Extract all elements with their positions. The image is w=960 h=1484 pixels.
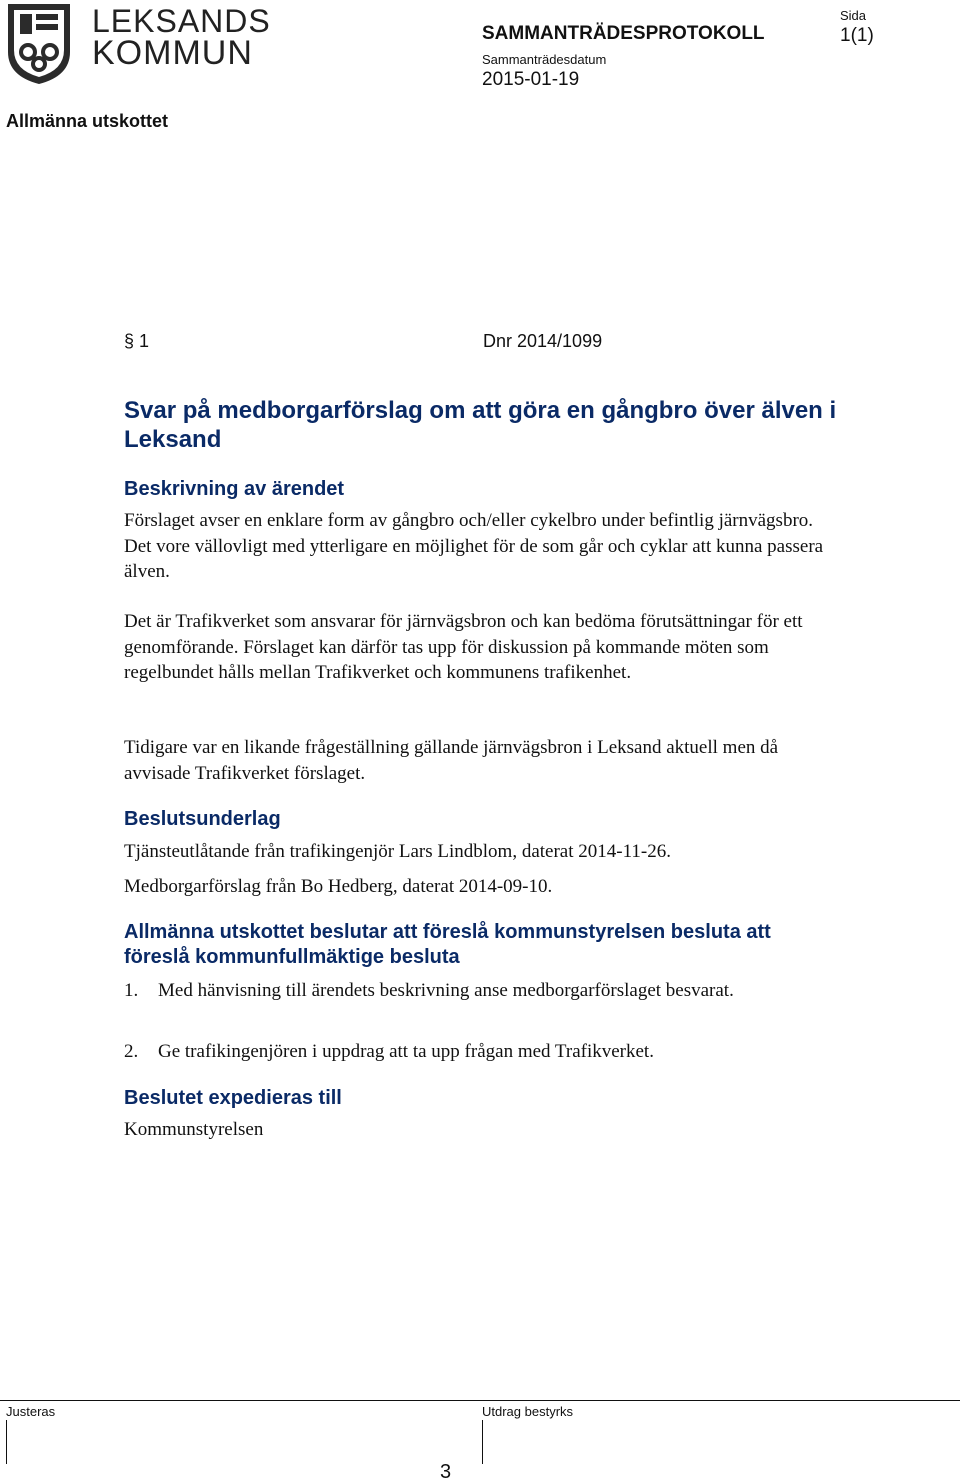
org-name-line2: KOMMUN [92, 34, 253, 72]
page-number: 3 [440, 1461, 452, 1483]
org-name-line1: LEKSANDS [92, 3, 271, 39]
document-type: SAMMANTRÄDESPROTOKOLL [482, 23, 765, 44]
decision-heading: Allmänna utskottet beslutar att föreslå kommunstyrelsen besluta att föreslå kommunfullmäktige besluta [124, 921, 771, 968]
dispatch-heading: Beslutet expedieras till [124, 1087, 342, 1109]
description-paragraph-3: Tidigare var en likande frågeställning gällande järnvägsbron i Leksand aktuell men då avvisade Trafikverket förslaget. [124, 737, 779, 784]
description-paragraph-2: Det är Trafikverket som ansvarar för järnvägsbron och kan bedöma förutsättningar för ett genomförande. Förslaget kan därför tas upp för diskussion på kommande möten som regelbundet hålls mellan Trafikverket och kommunens trafikenhet. [124, 611, 803, 683]
footer-divider [0, 1400, 960, 1401]
footer-adjusted-label: Justeras [6, 1404, 56, 1419]
list-item-number: 1. [124, 980, 139, 1001]
committee-name: Allmänna utskottet [6, 111, 169, 131]
meeting-date: 2015-01-19 [482, 69, 580, 90]
basis-heading: Beslutsunderlag [124, 808, 281, 830]
case-title: Svar på medborgarförslag om att göra en gångbro över älven i Leksand [124, 397, 837, 453]
meeting-date-label: Sammanträdesdatum [482, 52, 607, 67]
section-number-value: 1 [139, 331, 150, 351]
list-item-text: Med hänvisning till ärendets beskrivning anse medborgarförslaget besvarat. [158, 980, 734, 1001]
footer-certified-label: Utdrag bestyrks [482, 1404, 574, 1419]
basis-paragraph-1: Tjänsteutlåtande från trafikingenjör Lars Lindblom, daterat 2014-11-26. [124, 841, 671, 862]
footer-signature-box-divider [482, 1420, 483, 1464]
basis-paragraph-2: Medborgarförslag från Bo Hedberg, daterat 2014-09-10. [124, 876, 553, 897]
list-item-text: Ge trafikingenjören i uppdrag att ta upp frågan med Trafikverket. [158, 1041, 654, 1062]
case-number: Dnr 2014/1099 [483, 331, 603, 351]
list-item-number: 2. [124, 1041, 139, 1062]
description-heading: Beskrivning av ärendet [124, 478, 345, 500]
section-number [124, 330, 149, 352]
page-count: 1(1) [840, 25, 874, 46]
municipality-crest-icon [6, 2, 72, 86]
section-sign-icon: § [124, 331, 135, 351]
footer-signature-box-divider [6, 1420, 7, 1464]
dispatch-recipient: Kommunstyrelsen [124, 1119, 264, 1140]
page-label: Sida [840, 8, 867, 23]
description-paragraph-1: Förslaget avser en enklare form av gångbro och/eller cykelbro under befintlig järnvägsbro. Det vore vällovligt med ytterligare en möjlighet för de som går och cyklar att kunna passera älven. [124, 510, 824, 582]
